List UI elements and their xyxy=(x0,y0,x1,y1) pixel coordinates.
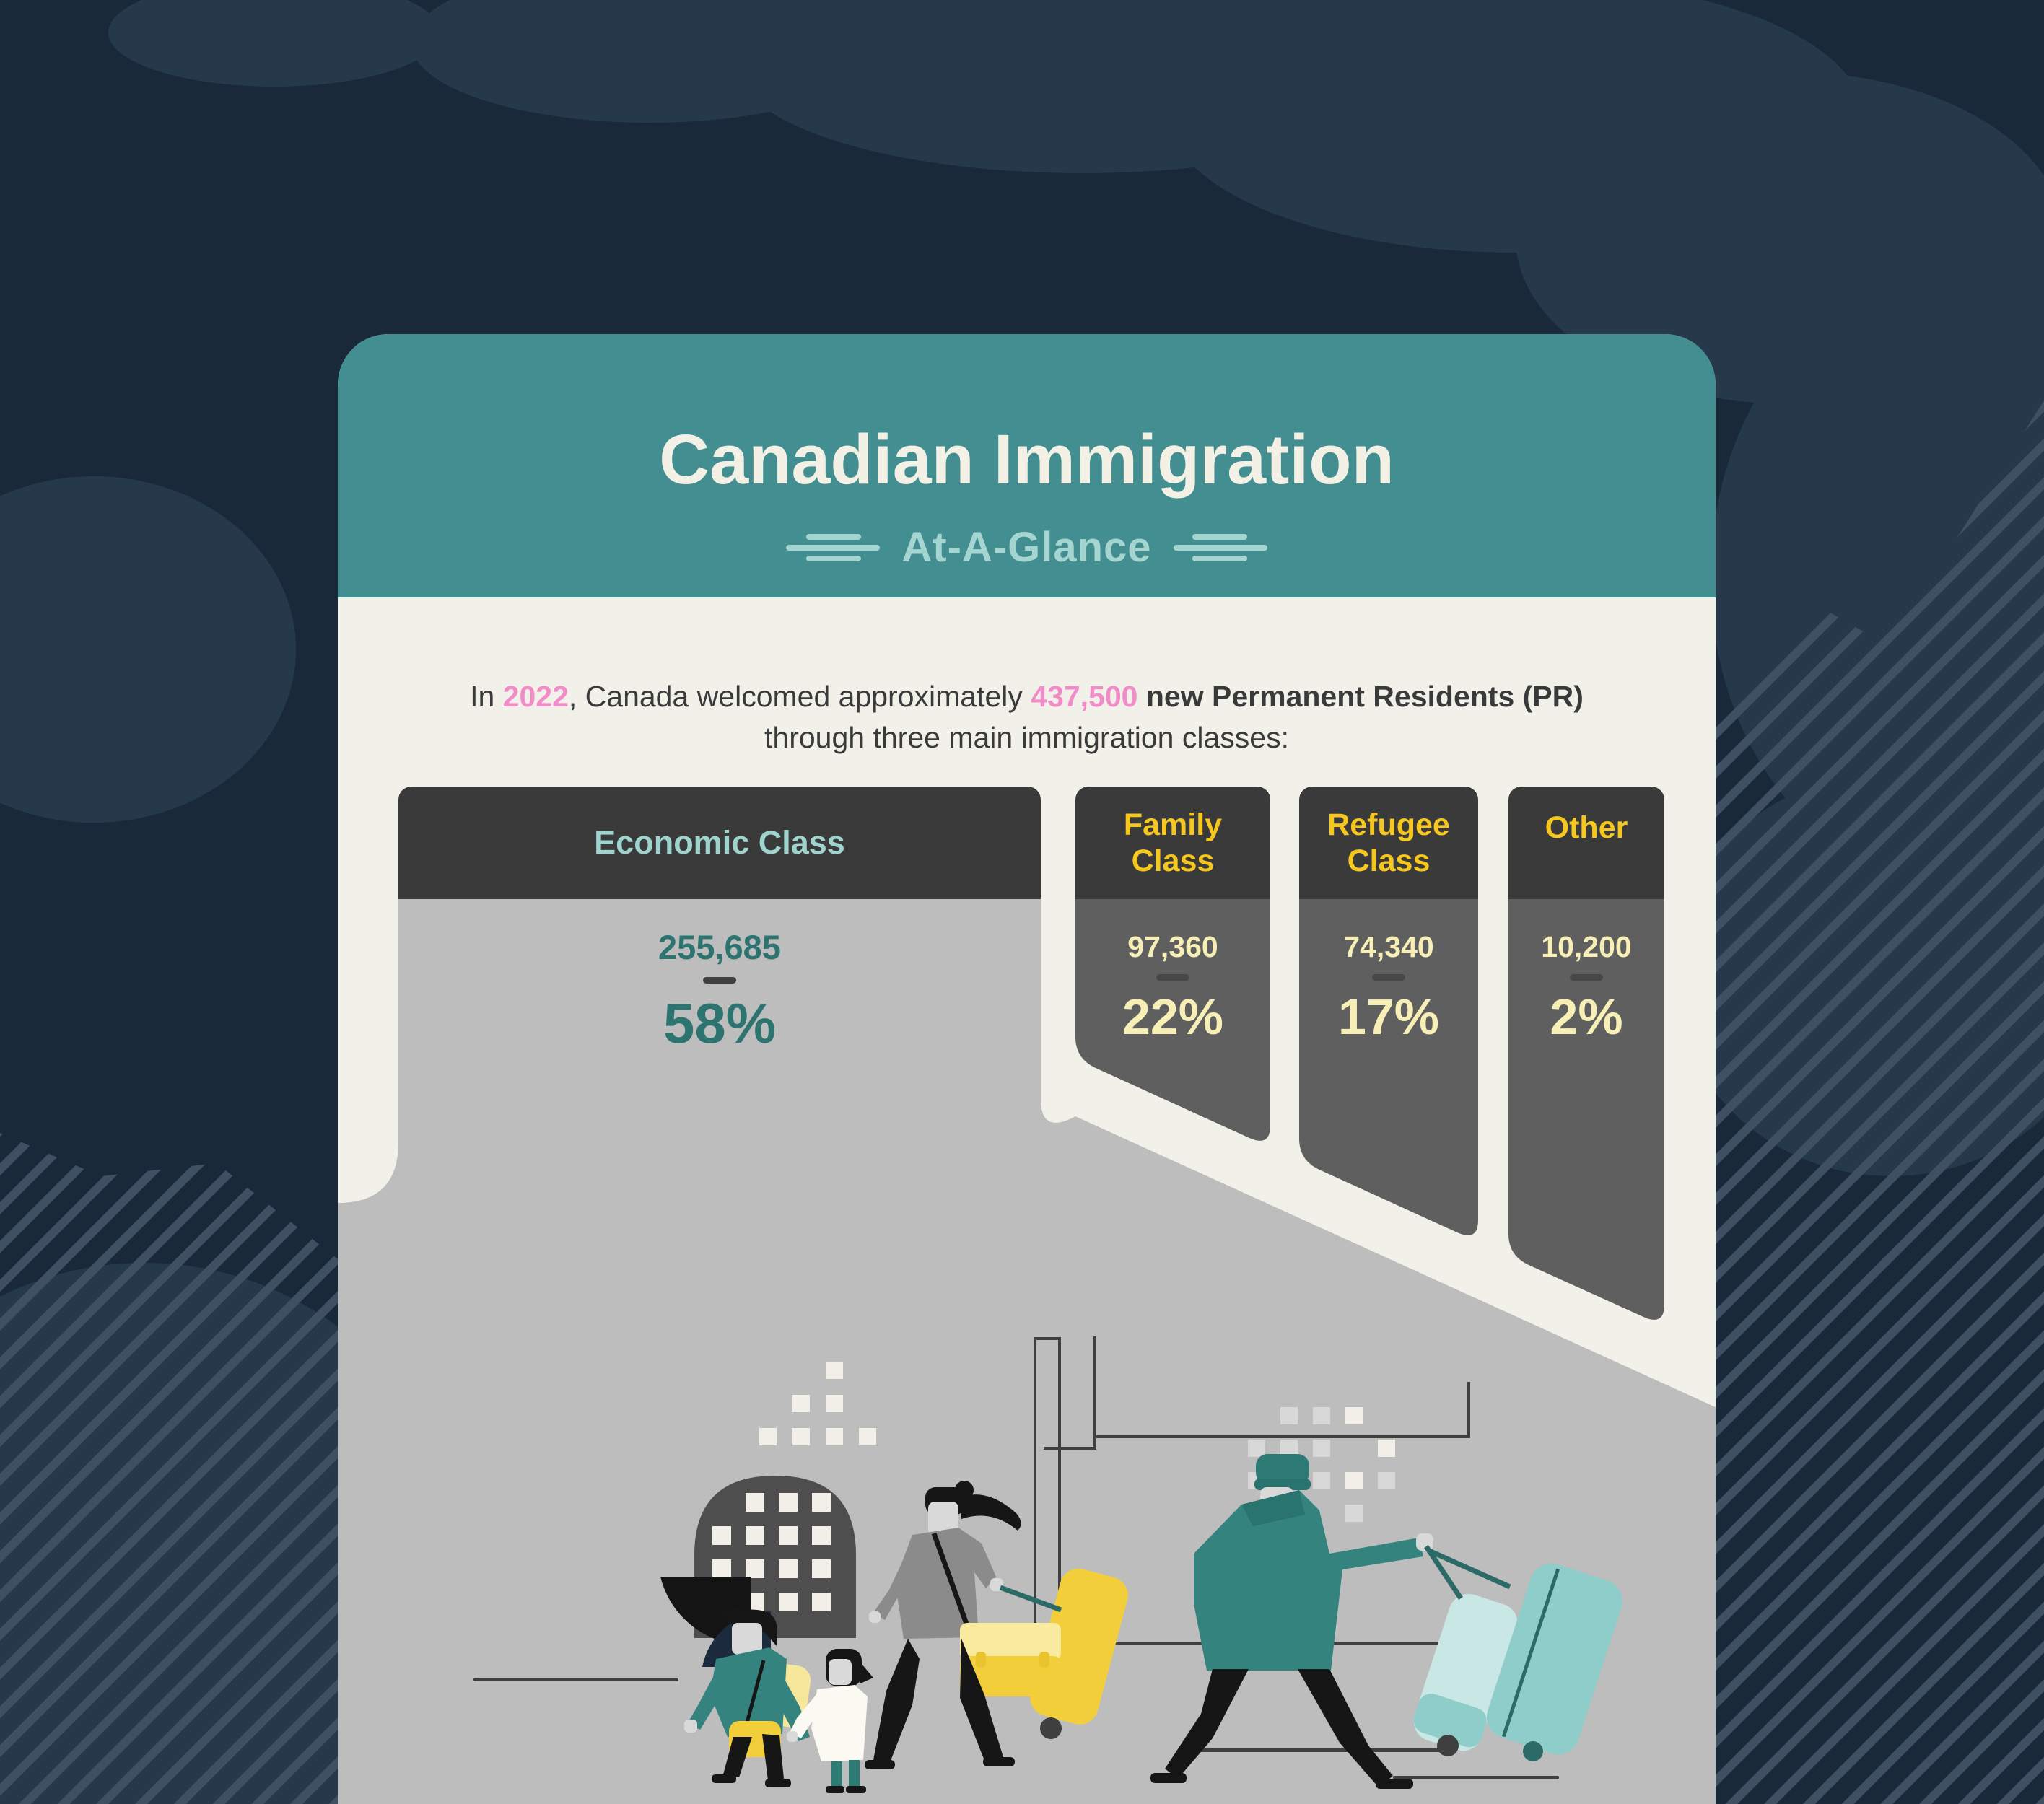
refugee-class-values xyxy=(1299,930,1478,1046)
refugee-class-label-line1: Refugee xyxy=(1327,807,1450,842)
illustration-layer xyxy=(338,334,1716,1804)
economic-class-card-header xyxy=(398,787,1041,899)
economic-class-values xyxy=(398,927,1041,1056)
family-class-label-line1: Family xyxy=(1123,807,1223,842)
family-class-label-line2: Class xyxy=(1131,844,1215,878)
refugee-divider xyxy=(1372,974,1405,981)
intro-prefix: In xyxy=(470,680,503,713)
family-divider xyxy=(1156,974,1189,981)
refugee-class-count: 74,340 xyxy=(1343,930,1434,963)
family-class-percent: 22% xyxy=(1122,989,1224,1045)
other-class-percent: 2% xyxy=(1550,989,1623,1045)
other-class-values xyxy=(1508,930,1664,1046)
infographic-card xyxy=(338,334,1716,1804)
economic-class-label: Economic Class xyxy=(594,824,845,861)
page-subtitle: At-A-Glance xyxy=(901,524,1152,571)
other-class-card-header xyxy=(1508,787,1664,899)
economic-class-percent: 58% xyxy=(663,991,777,1055)
intro-middle: , Canada welcomed approximately xyxy=(568,680,1031,713)
economic-divider xyxy=(703,977,736,984)
other-class-count: 10,200 xyxy=(1541,930,1632,963)
refugee-class-label-line2: Class xyxy=(1347,844,1431,878)
refugee-class-percent: 17% xyxy=(1337,989,1440,1045)
other-class-label: Other xyxy=(1545,810,1628,845)
intro-year: 2022 xyxy=(502,680,569,713)
intro-number: 437,500 xyxy=(1031,680,1138,713)
intro-bold-suffix: new Permanent Residents (PR) xyxy=(1137,680,1584,713)
refugee-class-card-header xyxy=(1299,787,1478,899)
page-title: Canadian Immigration xyxy=(659,420,1394,499)
family-class-card-header xyxy=(1075,787,1270,899)
intro-line-2: through three main immigration classes: xyxy=(764,721,1289,754)
family-class-count: 97,360 xyxy=(1127,930,1218,963)
other-divider xyxy=(1570,974,1603,981)
family-class-values xyxy=(1075,930,1270,1046)
economic-class-count: 255,685 xyxy=(658,928,781,966)
